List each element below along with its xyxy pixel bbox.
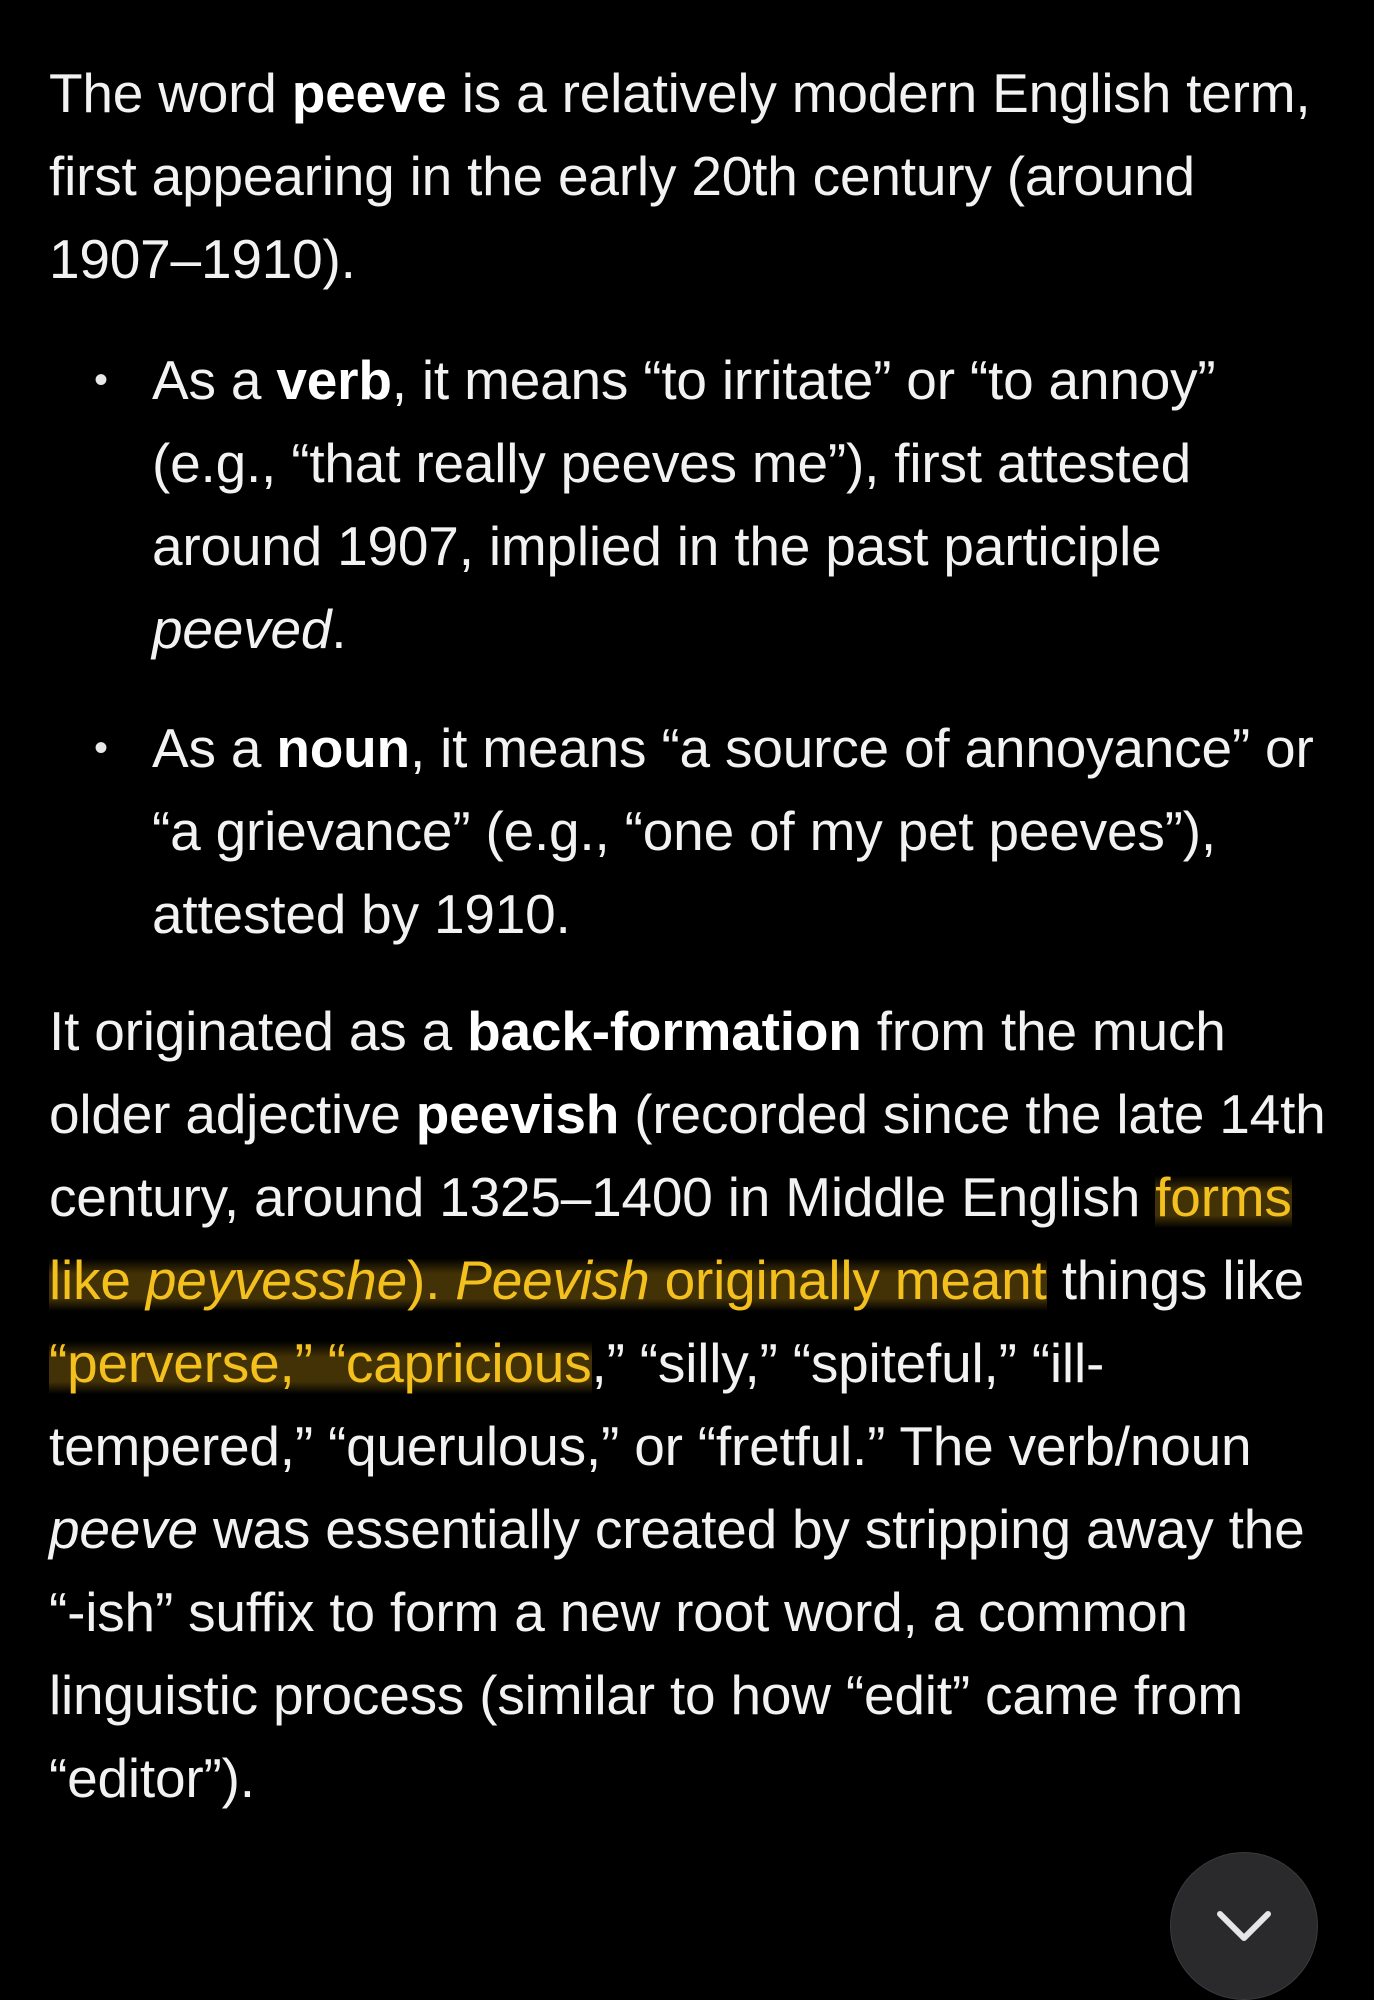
italic-term: peeved bbox=[152, 598, 332, 660]
scroll-to-bottom-button[interactable] bbox=[1170, 1852, 1318, 2000]
bullet-icon: • bbox=[94, 726, 108, 770]
highlighted-text[interactable]: forms like bbox=[49, 1166, 1292, 1311]
message-content bbox=[49, 52, 1334, 1820]
bold-term: peeve bbox=[291, 62, 447, 124]
highlighted-text[interactable]: “perverse,” “capricious bbox=[49, 1332, 592, 1394]
text-span: things like bbox=[1046, 1249, 1305, 1311]
text-span: It originated as a bbox=[49, 1000, 468, 1062]
text-span: The word bbox=[49, 62, 292, 124]
list-item-verb bbox=[94, 339, 1334, 671]
text-span: , it means “to irritate” or “to annoy” (e.g., “that really peeves me”), first attested around 1907, implied in the past participle bbox=[152, 349, 1216, 577]
definition-list bbox=[49, 339, 1334, 956]
bold-term: noun bbox=[276, 717, 410, 779]
chevron-down-icon bbox=[1214, 1908, 1274, 1944]
italic-term: peeve bbox=[49, 1498, 198, 1560]
intro-paragraph bbox=[49, 52, 1334, 301]
highlighted-italic-text[interactable]: Peevish bbox=[455, 1249, 650, 1311]
bold-term: back-formation bbox=[467, 1000, 862, 1062]
bullet-icon: • bbox=[94, 358, 108, 402]
highlighted-italic-text[interactable]: peyvesshe bbox=[145, 1249, 407, 1311]
text-span: from the much older adjective bbox=[49, 1000, 1226, 1145]
text-span: (recorded since the late 14th century, around 1325–1400 in Middle English bbox=[49, 1083, 1326, 1228]
text-span: As a bbox=[152, 349, 277, 411]
bold-term: peevish bbox=[415, 1083, 620, 1145]
text-span: was essentially created by stripping away the “-ish” suffix to form a new root word, a common linguistic process (similar to how “edit” came from “editor”). bbox=[49, 1498, 1305, 1809]
text-span: , it means “a source of annoyance” or “a grievance” (e.g., “one of my pet peeves”), attested by 1910. bbox=[152, 717, 1314, 945]
list-item-noun bbox=[94, 707, 1334, 956]
text-span: ,” “silly,” “spiteful,” “ill-tempered,” “querulous,” or “fretful.” The verb/noun bbox=[49, 1332, 1252, 1477]
text-span: As a bbox=[152, 717, 277, 779]
highlighted-text[interactable]: originally meant bbox=[649, 1249, 1047, 1311]
text-span: is a relatively modern English term, first appearing in the early 20th century (around 1907–1910). bbox=[49, 62, 1311, 290]
highlighted-text[interactable]: ). bbox=[406, 1249, 456, 1311]
origin-paragraph bbox=[49, 990, 1334, 1820]
bold-term: verb bbox=[276, 349, 392, 411]
text-span: . bbox=[331, 598, 347, 660]
